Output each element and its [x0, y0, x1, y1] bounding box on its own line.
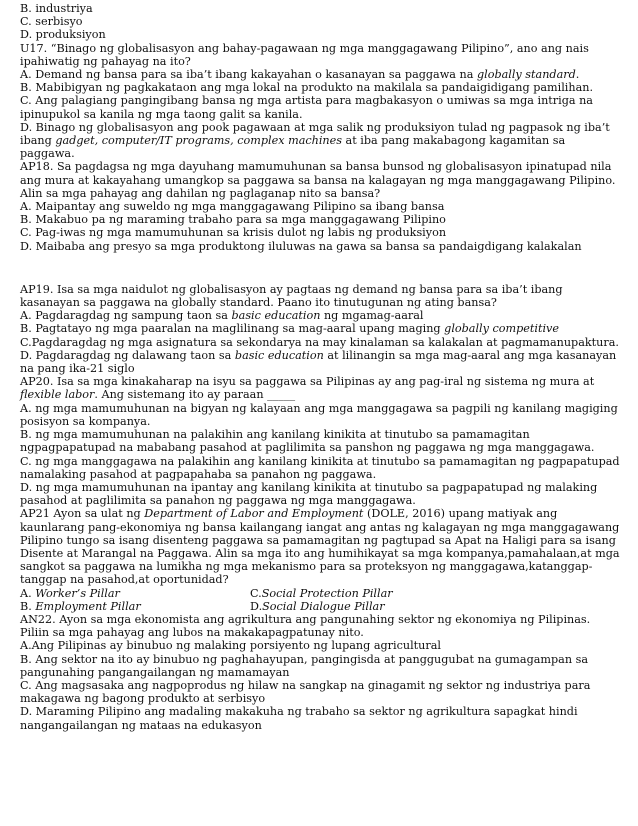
ap21-option-d: D.Social Dialogue Pillar [250, 599, 385, 613]
u17-option-b: B. Mabibigyan ng pagkakataon ang mga lokal na produkto na makilala sa pandaigidigang pamilihan. [20, 81, 593, 95]
option-d-produksiyon: D. produksiyon [20, 28, 106, 42]
ap20-option-c: C. ng mga manggagawa na palakihin ang kanilang kinikita at tinutubo sa pamamagitan ng pagpapatupad namalaking pasahod at pagpapahaba sa panahon ng paggawa. [20, 454, 620, 481]
ap19-option-a: A. Pagdaragdag ng sampung taon sa basic education ng mgamag-aaral [20, 309, 424, 323]
ap18-option-b: B. Makabuo pa ng maraming trabaho para sa mga manggagawang Pilipino [20, 213, 446, 227]
ap21-option-c: C.Social Protection Pillar [250, 586, 393, 600]
ap21-options-row-1 [20, 587, 620, 600]
question-an22: AN22. Ayon sa mga ekonomista ang agrikultura ang pangunahing sektor ng ekonomiya ng Pilipinas. Piliin sa mga pahayag ang lubos na makakapagpatunay nito. [20, 612, 591, 640]
u17-option-c: C. Ang palagiang pangingibang bansa ng mga artista para magbakasyon o umiwas sa mga intriga na ipinupukol sa kanila ng mga taong galit sa kanila. [20, 94, 593, 121]
ap18-option-a: A. Maipantay ang suweldo ng mga manggagawang Pilipino sa ibang bansa [20, 200, 445, 214]
question-ap19: AP19. Isa sa mga naidulot ng globalisasyon ay pagtaas ng demand ng bansa para sa iba’t ibang kasanayan sa paggawa na globally standard. Paano ito tinutugunan ng ating bansa? [20, 282, 563, 310]
question-ap18: AP18. Sa pagdagsa ng mga dayuhang mamumuhunan sa bansa bunsod ng globalisasyon ipinatupad nila ang mura at kakayahang umangkop sa paggawa sa bansa na kalagayan ng mga manggagawang Pilipino. Alin sa mga pahayag ang dahilan ng paglaganap nito sa bansa? [20, 160, 616, 200]
ap18-option-d: D. Maibaba ang presyo sa mga produktong iluluwas na gawa sa bansa sa pandaigdigang kalakalan [20, 239, 582, 253]
an22-option-a: A.Ang Pilipinas ay binubuo ng malaking porsiyento ng lupang agricultural [20, 639, 441, 653]
an22-option-c: C. Ang magsasaka ang nagpoprodus ng hilaw na sangkap na ginagamit ng sektor ng industriya para makagawa ng bagong produkto at serbisyo [20, 678, 591, 706]
option-c-serbisyo: C. serbisyo [20, 15, 83, 29]
ap19-option-c: C.Pagdaragdag ng mga asignatura sa sekondarya na may kinalaman sa kalakalan at pagmamanupaktura. [20, 335, 619, 349]
ap21-options-row-2 [20, 600, 620, 613]
section-gap [20, 253, 620, 283]
ap21-option-b: B. Employment Pillar [20, 599, 141, 613]
an22-option-d: D. Maraming Pilipino ang madaling makakuha ng trabaho sa sektor ng agrikultura sapagkat hindi nangangailangan ng mataas na edukasyon [20, 705, 578, 732]
u17-option-d: D. Binago ng globalisasyon ang pook pagawaan at mga salik ng produksiyon tulad ng pagpasok ng iba’t ibang gadget, computer/IT programs, complex machines at iba pang makabagong kagamitan sa paggawa. [20, 120, 610, 161]
ap18-option-c: C. Pag-iwas ng mga mamumuhunan sa krisis dulot ng labis ng produksiyon [20, 226, 447, 240]
ap20-option-d: D. ng mga mamumuhunan na ipantay ang kanilang kinikita at tinutubo sa pagpapatupad ng malaking pasahod at paglilimita sa panahon ng paggawa ng mga manggagawa. [20, 480, 598, 508]
ap20-option-a: A. ng mga mamumuhunan na bigyan ng kalayaan ang mga manggagawa sa pagpili ng kanilang magiging posisyon sa kompanya. [20, 401, 618, 428]
ap20-option-b: B. ng mga mamumuhunan na palakihin ang kanilang kinikita at tinutubo sa pamamagitan ngpagpapatupad na mababang pasahod at paglilimita sa panshon ng paggawa ng mga manggagawa. [20, 428, 595, 455]
ap21-option-a: A. Worker’s Pillar [20, 586, 120, 600]
option-b-industriya: B. industriya [20, 2, 93, 15]
u17-option-a: A. Demand ng bansa para sa iba’t ibang kakayahan o kasanayan sa paggawa na globally standard. [20, 68, 580, 82]
question-ap20: AP20. Isa sa mga kinakaharap na isyu sa paggawa sa Pilipinas ay ang pag-iral ng sistema ng mura at flexible labor. Ang sistemang ito ay paraan _____ [20, 375, 595, 402]
ap19-option-d: D. Pagdaragdag ng dalawang taon sa basic education at lilinangin sa mga mag-aaral ang mga kasanayan na pang ika-21 siglo [20, 348, 617, 376]
question-u17: U17. “Binago ng globalisasyon ang bahay-pagawaan ng mga manggagawang Pilipino”, ano ang nais ipahiwatig ng pahayag na ito? [20, 41, 589, 68]
ap19-option-b: B. Pagtatayo ng mga paaralan na maglilinang sa mag-aaral upang maging globally competitive [20, 322, 559, 336]
question-ap21: AP21 Ayon sa ulat ng Department of Labor and Employment (DOLE, 2016) upang matiyak ang kaunlarang pang-ekonomiya ng bansa kailangang iangat ang antas ng kalagayan ng mga manggagawang Pilipino tungo sa isang disenteng paggawa sa pamamagitan ng pagtupad sa Apat na Haligi para sa isang Disente at Marangal na Paggawa. Alin sa mga ito ang humihikayat sa mga kompanya,pamahalaan,at mga sangkot sa paggawa na lumikha ng mga mekanismo para sa proteksyon ng manggagawa,katanggap-tanggap na pasahod,at oportunidad? [20, 507, 620, 587]
an22-option-b: B. Ang sektor na ito ay binubuo ng paghahayupan, pangingisda at panggugubat na gumagampan sa pangunahing pangangailangan ng mamamayan [20, 652, 589, 679]
